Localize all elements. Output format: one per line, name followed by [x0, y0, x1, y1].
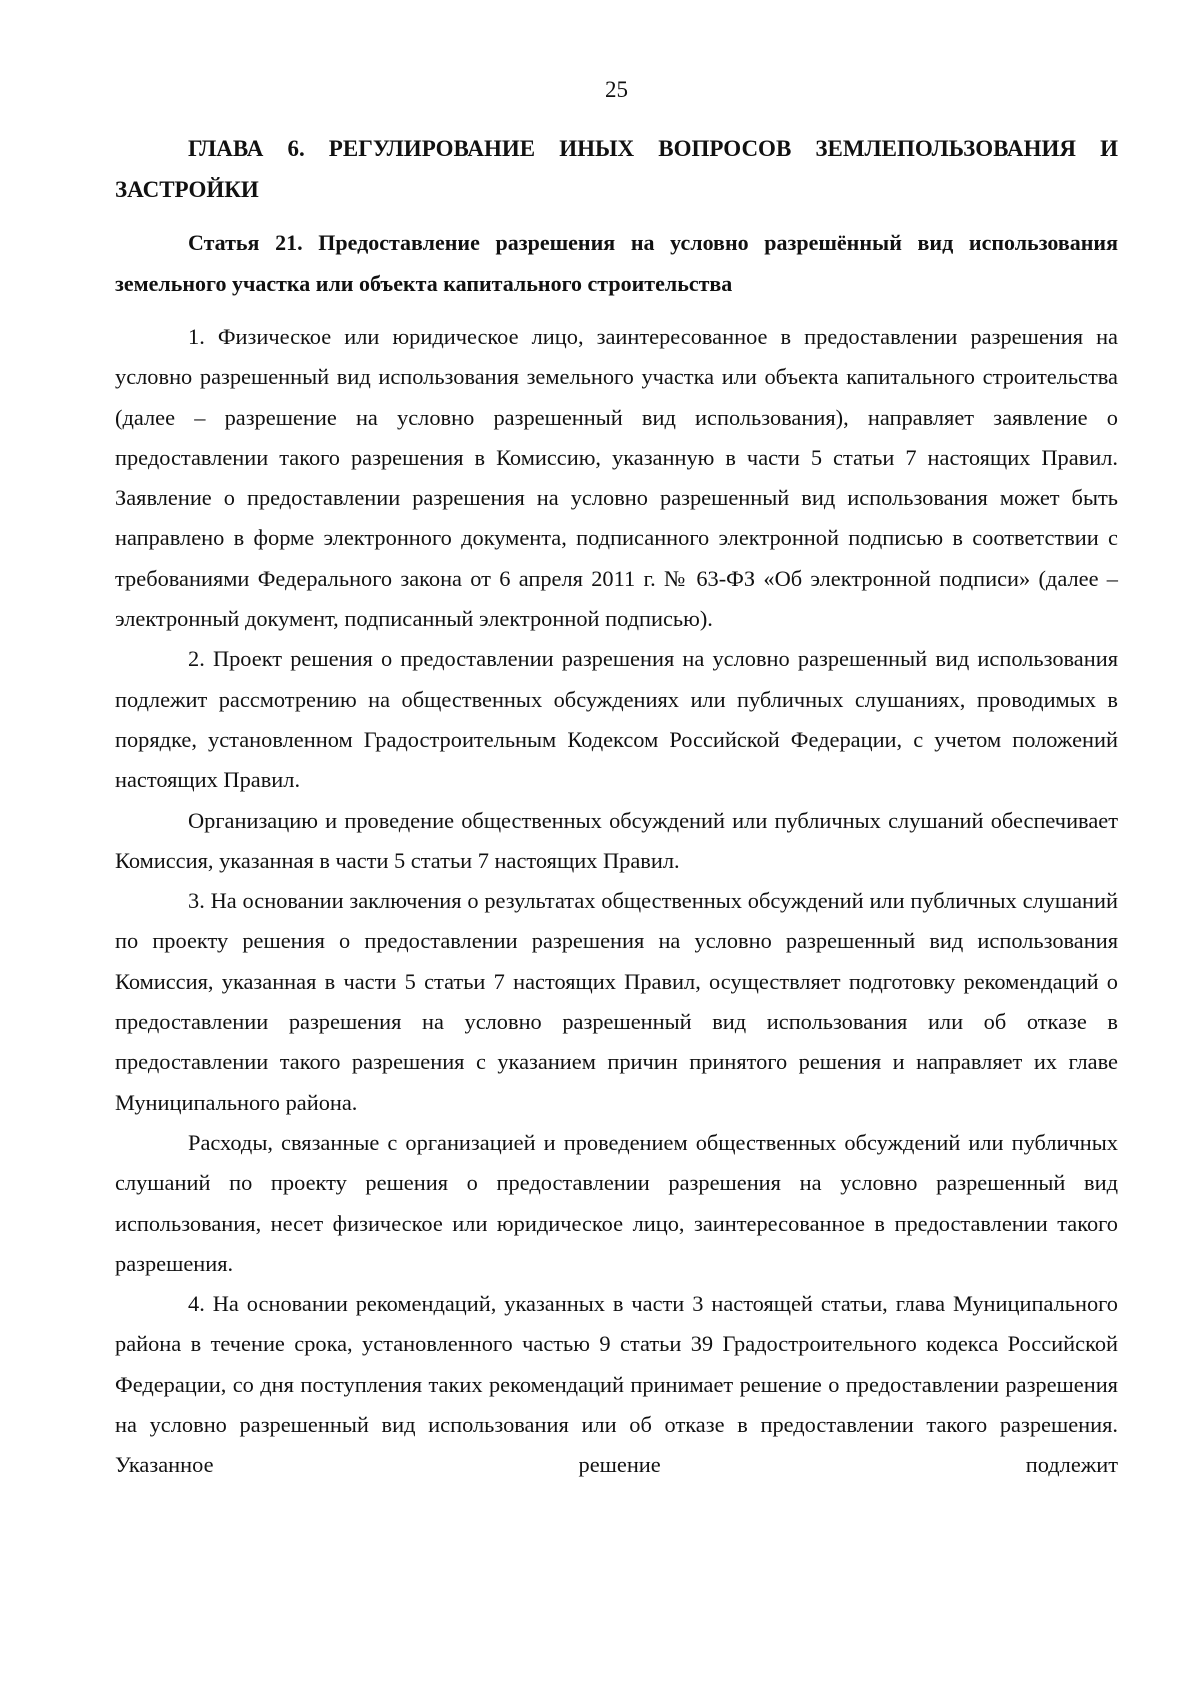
chapter-title: ГЛАВА 6. РЕГУЛИРОВАНИЕ ИНЫХ ВОПРОСОВ ЗЕМЛЕПОЛЬЗОВАНИЯ И ЗАСТРОЙКИ [115, 136, 1118, 202]
paragraph-3-continued: Расходы, связанные с организацией и проведением общественных обсуждений или публичных слушаний по проекту решения о предоставлении разрешения на условно разрешенный вид использования, несет физическое или юридическое лицо, заинтересованное в предоставлении такого разрешения. [115, 1129, 1118, 1276]
paragraph-1: 1. Физическое или юридическое лицо, заинтересованное в предоставлении разрешения на условно разрешенный вид использования земельного участка или объекта капитального строительства (далее – разрешение на условно разрешенный вид использования), направляет заявление о предоставлении такого разрешения в Комиссию, указанную в части 5 статьи 7 настоящих Правил. Заявление о предоставлении разрешения на условно разрешенный вид использования может быть направлено в форме электронного документа, подписанного электронной подписью в соответствии с требованиями Федерального закона от 6 апреля 2011 г. № 63-ФЗ «Об электронной подписи» (далее – электронный документ, подписанный электронной подписью). [115, 324, 1118, 632]
article-title: Статья 21. Предоставление разрешения на условно разрешённый вид использования земельного участка или объекта капитального строительства [115, 230, 1118, 296]
paragraph-3: 3. На основании заключения о результатах общественных обсуждений или публичных слушаний по проекту решения о предоставлении разрешения на условно разрешенный вид использования Комиссия, указанная в части 5 статьи 7 настоящих Правил, осуществляет подготовку рекомендаций о предоставлении разрешения на условно разрешенный вид использования или об отказе в предоставлении такого разрешения с указанием причин принятого решения и направляет их главе Муниципального района. [115, 888, 1118, 1115]
paragraph-2-continued: Организацию и проведение общественных обсуждений или публичных слушаний обеспечивает Комиссия, указанная в части 5 статьи 7 настоящих Правил. [115, 807, 1118, 873]
article-body [115, 317, 1118, 1486]
paragraph-4: 4. На основании рекомендаций, указанных в части 3 настоящей статьи, глава Муниципального района в течение срока, установленного частью 9 статьи 39 Градостроительного кодекса Российской Федерации, со дня поступления таких рекомендаций принимает решение о предоставлении разрешения на условно разрешенный вид использования или об отказе в предоставлении такого разрешения. Указанное решение подлежит [115, 1291, 1118, 1478]
paragraph-2: 2. Проект решения о предоставлении разрешения на условно разрешенный вид использования подлежит рассмотрению на общественных обсуждениях или публичных слушаниях, проводимых в порядке, установленном Градостроительным Кодексом Российской Федерации, с учетом положений настоящих Правил. [115, 646, 1118, 793]
page-number: 25 [605, 77, 628, 102]
